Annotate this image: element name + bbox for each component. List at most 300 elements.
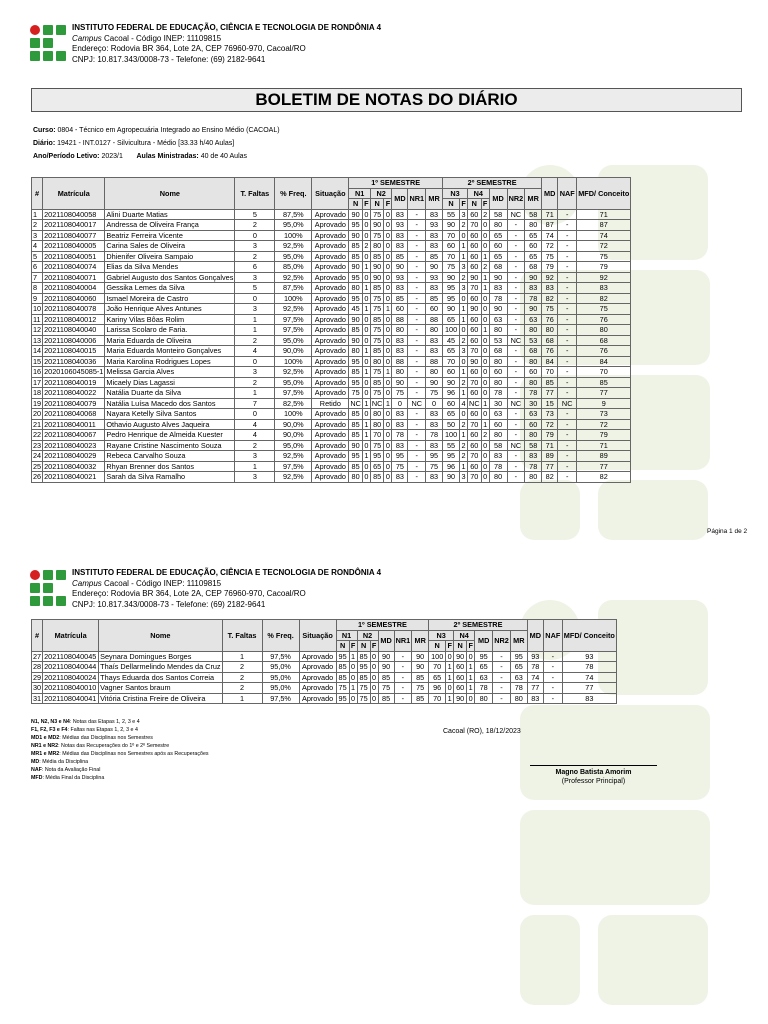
col-header-naf: NAF (558, 178, 577, 210)
table-cell: 80 (426, 367, 443, 378)
watermark-shape (520, 810, 710, 905)
table-cell: 65 (510, 662, 527, 673)
table-cell: 75 (392, 388, 408, 399)
table-cell: - (408, 314, 426, 325)
table-cell: 100 (443, 325, 460, 336)
course-info (33, 124, 280, 163)
table-cell: Rhyan Brenner dos Santos (105, 461, 235, 472)
table-cell: 79 (542, 430, 558, 441)
table-cell: 85 (370, 314, 384, 325)
table-cell: 90 (443, 472, 460, 483)
table-cell: 60 (443, 398, 460, 409)
table-cell: 90 (349, 209, 363, 220)
table-cell: 0 (385, 325, 390, 335)
table-cell: - (558, 251, 577, 262)
table-cell: 85 (370, 472, 384, 483)
table-cell: 70 (577, 367, 631, 378)
table-cell: 4 (235, 430, 275, 441)
cnpj-phone: CNPJ: 10.817.343/0008-73 - Telefone: (69) 2182-9641 (72, 54, 266, 64)
table-cell: 0 (385, 430, 390, 440)
table-cell: 95 (336, 693, 349, 704)
table-cell: 0 (426, 398, 443, 409)
table-cell: - (408, 409, 426, 420)
col-header-mr1: MR (426, 188, 443, 209)
address: Endereço: Rodovia BR 364, Lote 2A, CEP 76960-970, Cacoal/RO (72, 44, 306, 53)
table-cell: 77 (577, 461, 631, 472)
table-cell: 2021108040006 (43, 335, 105, 346)
table-cell: 95,0% (275, 251, 312, 262)
table-cell: 80 (489, 430, 507, 441)
table-cell: 87 (542, 220, 558, 231)
table-cell: 0 (364, 461, 369, 471)
table-cell: 95,0% (275, 220, 312, 231)
table-cell: 90,0% (275, 430, 312, 441)
institution-header (30, 25, 450, 75)
table-cell: 83 (577, 283, 631, 294)
col-header-n3: N3 (443, 188, 468, 199)
col-header-semester1: 1º SEMESTRE (336, 620, 429, 631)
table-cell: - (558, 356, 577, 367)
table-cell: 1 (461, 367, 466, 377)
table-cell: 90 (443, 220, 460, 231)
col-header-nr1: NR1 (394, 630, 412, 651)
table-cell: Aprovado (312, 335, 349, 346)
institution-name: INSTITUTO FEDERAL DE EDUCAÇÃO, CIÊNCIA E TECNOLOGIA DE RONDÔNIA 4 (72, 568, 382, 577)
table-cell: 90 (525, 272, 542, 283)
table-row (32, 209, 631, 220)
table-cell: 5 (235, 209, 275, 220)
table-cell: - (507, 430, 525, 441)
table-cell: NC (371, 398, 383, 408)
signature-block (520, 768, 667, 786)
table-cell: - (558, 241, 577, 252)
table-cell: - (408, 388, 426, 399)
legend-text: : Média da Disciplina (39, 759, 89, 765)
table-cell: - (507, 304, 525, 315)
table-cell: 63 (475, 672, 493, 683)
table-cell: 70 (468, 472, 482, 483)
table-cell: 95 (443, 283, 460, 294)
table-cell: 1 (235, 461, 275, 472)
table-cell: 53 (489, 335, 507, 346)
table-cell: 4 (235, 346, 275, 357)
table-cell: 1 (385, 398, 390, 408)
table-cell: 82 (577, 293, 631, 304)
table-cell: 3 (235, 304, 275, 315)
table-cell: 95,0% (262, 683, 299, 694)
table-cell: Beatriz Ferreira Vicente (105, 230, 235, 241)
table-cell: Aprovado (312, 430, 349, 441)
table-cell: 2 (461, 451, 466, 461)
grades-table-page2 (31, 619, 617, 704)
table-cell: 83 (562, 693, 616, 704)
table-cell: - (558, 293, 577, 304)
table-cell: 85 (349, 241, 363, 252)
table-cell: 90 (489, 272, 507, 283)
table-cell: 1 (222, 651, 262, 662)
table-cell: 2 (461, 335, 466, 345)
table-cell: - (507, 241, 525, 252)
cnpj-phone: CNPJ: 10.817.343/0008-73 - Telefone: (69) 2182-9641 (72, 599, 266, 609)
table-cell: - (558, 230, 577, 241)
table-cell: - (558, 335, 577, 346)
table-cell: 0 (385, 461, 390, 471)
col-header-freq: % Freq. (262, 620, 299, 652)
table-cell: - (558, 451, 577, 462)
table-cell: 2021108040077 (43, 230, 105, 241)
ano-value: 2023/1 (101, 153, 123, 160)
col-header-mr2: MR (510, 630, 527, 651)
table-cell: 1 (461, 388, 466, 398)
table-cell: - (408, 335, 426, 346)
table-cell: Larissa Scolaro de Faria. (105, 325, 235, 336)
table-cell: 95 (349, 220, 363, 231)
table-cell: - (558, 220, 577, 231)
table-cell: - (507, 451, 525, 462)
table-cell: 24 (33, 451, 42, 461)
table-cell: 0 (483, 304, 488, 314)
table-cell: Aprovado (312, 230, 349, 241)
table-cell: 2 (235, 220, 275, 231)
table-cell: 90 (378, 662, 394, 673)
table-cell: - (408, 293, 426, 304)
col-header-n1: N1 (336, 630, 357, 641)
table-cell: 85 (577, 377, 631, 388)
table-cell: 88 (426, 356, 443, 367)
legend-item (31, 750, 209, 758)
table-cell: 90 (454, 693, 467, 704)
table-cell: 90 (378, 651, 394, 662)
table-cell: 89 (577, 451, 631, 462)
table-cell: 74 (577, 230, 631, 241)
table-cell: 80 (525, 377, 542, 388)
table-cell: 93 (426, 272, 443, 283)
table-cell: 4 (461, 398, 466, 408)
col-header-mr1: MR (412, 630, 429, 651)
col-header-faltas: T. Faltas (222, 620, 262, 652)
table-cell: - (394, 683, 412, 694)
table-cell: Aprovado (299, 683, 336, 694)
table-cell: 0 (364, 230, 369, 240)
col-header-f: F (447, 641, 452, 651)
table-cell: 0 (351, 672, 356, 682)
table-row (32, 325, 631, 336)
table-cell: 2021108040044 (43, 662, 99, 673)
col-header-md2: MD (489, 188, 507, 209)
watermark-shape (520, 480, 580, 540)
table-cell: 3 (235, 451, 275, 462)
table-cell: 83 (527, 693, 543, 704)
col-header-semester2: 2º SEMESTRE (429, 620, 528, 631)
table-cell: 78 (525, 293, 542, 304)
table-row (32, 230, 631, 241)
watermark-shape (520, 915, 580, 1005)
table-cell: 7 (32, 272, 43, 283)
table-cell: 21 (33, 419, 42, 429)
legend-item (31, 726, 209, 734)
table-row (32, 377, 631, 388)
table-cell: 1 (235, 388, 275, 399)
table-cell: 75 (542, 304, 558, 315)
table-cell: 1 (385, 304, 390, 314)
table-cell: 60 (468, 209, 482, 220)
table-cell: 70 (429, 662, 446, 673)
table-cell: - (493, 651, 511, 662)
col-header-f: F (461, 199, 466, 209)
table-cell: 83 (426, 209, 443, 220)
table-cell: - (558, 472, 577, 483)
table-cell: 78 (426, 430, 443, 441)
table-cell: 1 (351, 651, 356, 661)
table-cell: 1 (364, 346, 369, 356)
table-cell: 0 (483, 367, 488, 377)
table-cell: 30 (525, 398, 542, 409)
table-cell: 1 (468, 683, 473, 693)
table-cell: 78 (475, 683, 493, 694)
table-cell: 92 (542, 272, 558, 283)
table-cell: 83 (525, 451, 542, 462)
table-cell: 17 (33, 377, 42, 387)
table-cell: 100% (275, 230, 312, 241)
table-cell: 0 (483, 440, 488, 450)
table-cell: 0 (364, 251, 369, 261)
table-cell: 6 (32, 262, 43, 273)
table-cell: 58 (525, 440, 542, 451)
table-cell: - (408, 346, 426, 357)
table-cell: 93 (392, 272, 408, 283)
table-cell: 30 (33, 683, 42, 693)
table-cell: - (507, 230, 525, 241)
col-header-freq: % Freq. (275, 178, 312, 210)
table-cell: 83 (392, 209, 408, 220)
table-cell: NC (469, 398, 480, 408)
table-cell: 74 (542, 230, 558, 241)
curso-value: 0804 - Técnico em Agropecuária Integrado ao Ensino Médio (CACOAL) (57, 127, 280, 134)
table-cell: 2021108040017 (43, 220, 105, 231)
table-cell: 83 (426, 472, 443, 483)
table-cell: 2 (235, 251, 275, 262)
table-cell: 5 (235, 283, 275, 294)
table-cell: 31 (33, 693, 42, 703)
table-cell: 100 (429, 651, 446, 662)
table-cell: 0 (483, 230, 488, 240)
col-header-situacao: Situação (299, 620, 336, 652)
table-cell: 2021108040079 (43, 398, 105, 409)
table-cell: 0 (364, 325, 369, 335)
table-cell: Aprovado (312, 314, 349, 325)
table-cell: 80 (370, 419, 384, 430)
table-cell: 9 (32, 293, 43, 304)
table-cell: Aprovado (299, 651, 336, 662)
table-cell: 2021108040011 (43, 419, 105, 430)
table-cell: 0 (483, 356, 488, 366)
table-cell: 2 (483, 262, 488, 272)
institution-logo (30, 25, 66, 61)
table-cell: Maria Eduarda Monteiro Gonçalves (105, 346, 235, 357)
table-cell: - (408, 209, 426, 220)
table-cell: 80 (510, 693, 527, 704)
table-cell: 83 (426, 230, 443, 241)
legend-text: : Faltas nas Etapas 1, 2, 3 e 4 (67, 727, 138, 733)
col-header-semester2: 2º SEMESTRE (443, 178, 542, 189)
table-cell: 83 (392, 472, 408, 483)
col-header-md2: MD (475, 630, 493, 651)
table-cell: 2021108040024 (43, 672, 99, 683)
table-cell: - (394, 651, 412, 662)
table-cell: 65 (489, 251, 507, 262)
table-cell: 65 (443, 409, 460, 420)
table-cell: 85 (349, 325, 363, 336)
table-cell: 88 (392, 314, 408, 325)
table-cell: 1 (364, 367, 369, 377)
table-cell: 45 (443, 335, 460, 346)
table-cell: Aprovado (312, 251, 349, 262)
table-cell: 93 (426, 220, 443, 231)
table-cell: 0 (235, 356, 275, 367)
table-cell: 78 (525, 461, 542, 472)
table-cell: 2021108040012 (43, 314, 105, 325)
table-row (32, 367, 631, 378)
table-cell: 95 (357, 662, 370, 673)
table-cell: 58 (489, 209, 507, 220)
table-cell: 75 (412, 683, 429, 694)
table-cell: 85 (426, 251, 443, 262)
table-cell: 77 (527, 683, 543, 694)
table-cell: Aprovado (312, 440, 349, 451)
table-cell: 82 (577, 472, 631, 483)
table-cell: 74 (527, 672, 543, 683)
table-cell: 75 (370, 335, 384, 346)
table-cell: 95 (475, 651, 493, 662)
table-cell: 85 (357, 672, 370, 683)
table-cell: Aprovado (312, 293, 349, 304)
table-cell: 0 (483, 293, 488, 303)
table-cell: 90 (454, 651, 467, 662)
table-cell: 0 (372, 683, 377, 693)
table-cell: - (408, 430, 426, 441)
table-cell: 80 (349, 346, 363, 357)
table-cell: 60 (443, 367, 460, 378)
grades-table-page1 (31, 177, 631, 483)
table-cell: 2021108040022 (43, 388, 105, 399)
table-cell: 63 (525, 314, 542, 325)
table-cell: NC (558, 398, 577, 409)
table-cell: 85 (370, 377, 384, 388)
table-cell: - (558, 377, 577, 388)
table-cell: 80 (392, 325, 408, 336)
table-cell: 2021108040071 (43, 272, 105, 283)
table-cell: 1 (483, 283, 488, 293)
table-cell: 95,0% (275, 377, 312, 388)
table-cell: Vagner Santos braum (99, 683, 222, 694)
table-cell: Natália Luísa Macedo dos Santos (105, 398, 235, 409)
campus-info: Cacoal - Código INEP: 11109815 (101, 578, 222, 588)
table-cell: 85 (426, 293, 443, 304)
table-cell: 90 (443, 377, 460, 388)
col-header-n2: N2 (357, 630, 378, 641)
table-cell: 83 (392, 440, 408, 451)
table-cell: 90 (443, 272, 460, 283)
table-cell: 88 (426, 314, 443, 325)
col-header-md1: MD (378, 630, 394, 651)
table-cell: 77 (542, 461, 558, 472)
table-cell: 71 (577, 209, 631, 220)
table-cell: Maria Eduarda de Oliveira (105, 335, 235, 346)
table-cell: - (507, 419, 525, 430)
table-cell: Sarah da Silva Ramalho (105, 472, 235, 483)
table-cell: 0 (483, 451, 488, 461)
table-cell: 95 (349, 451, 363, 462)
table-row (32, 472, 631, 483)
table-cell: 63 (489, 409, 507, 420)
table-cell: 68 (577, 335, 631, 346)
table-cell: 95 (336, 651, 349, 662)
table-cell: 80 (489, 220, 507, 231)
table-cell: 90,0% (275, 346, 312, 357)
table-cell: 75 (349, 388, 363, 399)
table-cell: 93 (527, 651, 543, 662)
table-cell: 71 (577, 440, 631, 451)
table-cell: 2 (222, 683, 262, 694)
table-cell: 9 (577, 398, 631, 409)
table-cell: 96 (443, 461, 460, 472)
table-cell: 72 (577, 419, 631, 430)
table-cell: 60 (468, 440, 482, 451)
table-cell: - (507, 356, 525, 367)
table-cell: - (507, 251, 525, 262)
table-cell: 0 (372, 662, 377, 672)
table-cell: 71 (542, 209, 558, 220)
table-cell: 60 (468, 325, 482, 336)
legend-key: MD (31, 759, 40, 765)
table-cell: 68 (525, 346, 542, 357)
table-cell: 11 (32, 314, 43, 325)
table-cell: 90 (525, 304, 542, 315)
table-cell: 78 (510, 683, 527, 694)
table-cell: Aprovado (312, 377, 349, 388)
table-cell: 2020106045085-1 (44, 367, 104, 377)
table-cell: 95 (443, 451, 460, 462)
table-cell: - (507, 293, 525, 304)
table-cell: 90 (370, 220, 384, 231)
table-cell: - (408, 472, 426, 483)
table-cell: Aprovado (312, 262, 349, 273)
table-cell: 100% (275, 293, 312, 304)
table-cell: Aprovado (312, 461, 349, 472)
table-cell: - (507, 220, 525, 231)
table-cell: 77 (577, 388, 631, 399)
table-cell: 95 (349, 377, 363, 388)
institution-name: INSTITUTO FEDERAL DE EDUCAÇÃO, CIÊNCIA E TECNOLOGIA DE RONDÔNIA 4 (72, 23, 382, 32)
table-cell: 92,5% (275, 272, 312, 283)
table-cell: 0 (351, 662, 356, 672)
table-cell: 65 (443, 346, 460, 357)
table-cell: 60 (468, 251, 482, 262)
table-row (32, 314, 631, 325)
table-cell: 95 (349, 272, 363, 283)
col-header-n: N (429, 641, 446, 652)
table-cell: - (493, 683, 511, 694)
table-cell: 8 (32, 283, 43, 294)
table-cell: 75 (370, 440, 384, 451)
table-cell: 75 (542, 251, 558, 262)
table-cell: 0 (461, 293, 466, 303)
table-cell: 60 (468, 461, 482, 472)
col-header-matricula: Matrícula (43, 178, 105, 210)
legend-text: : Notas das Recuperações do 1º e 2º Semestre (58, 743, 170, 749)
table-cell: 1 (468, 672, 473, 682)
table-cell: 0 (461, 325, 466, 335)
